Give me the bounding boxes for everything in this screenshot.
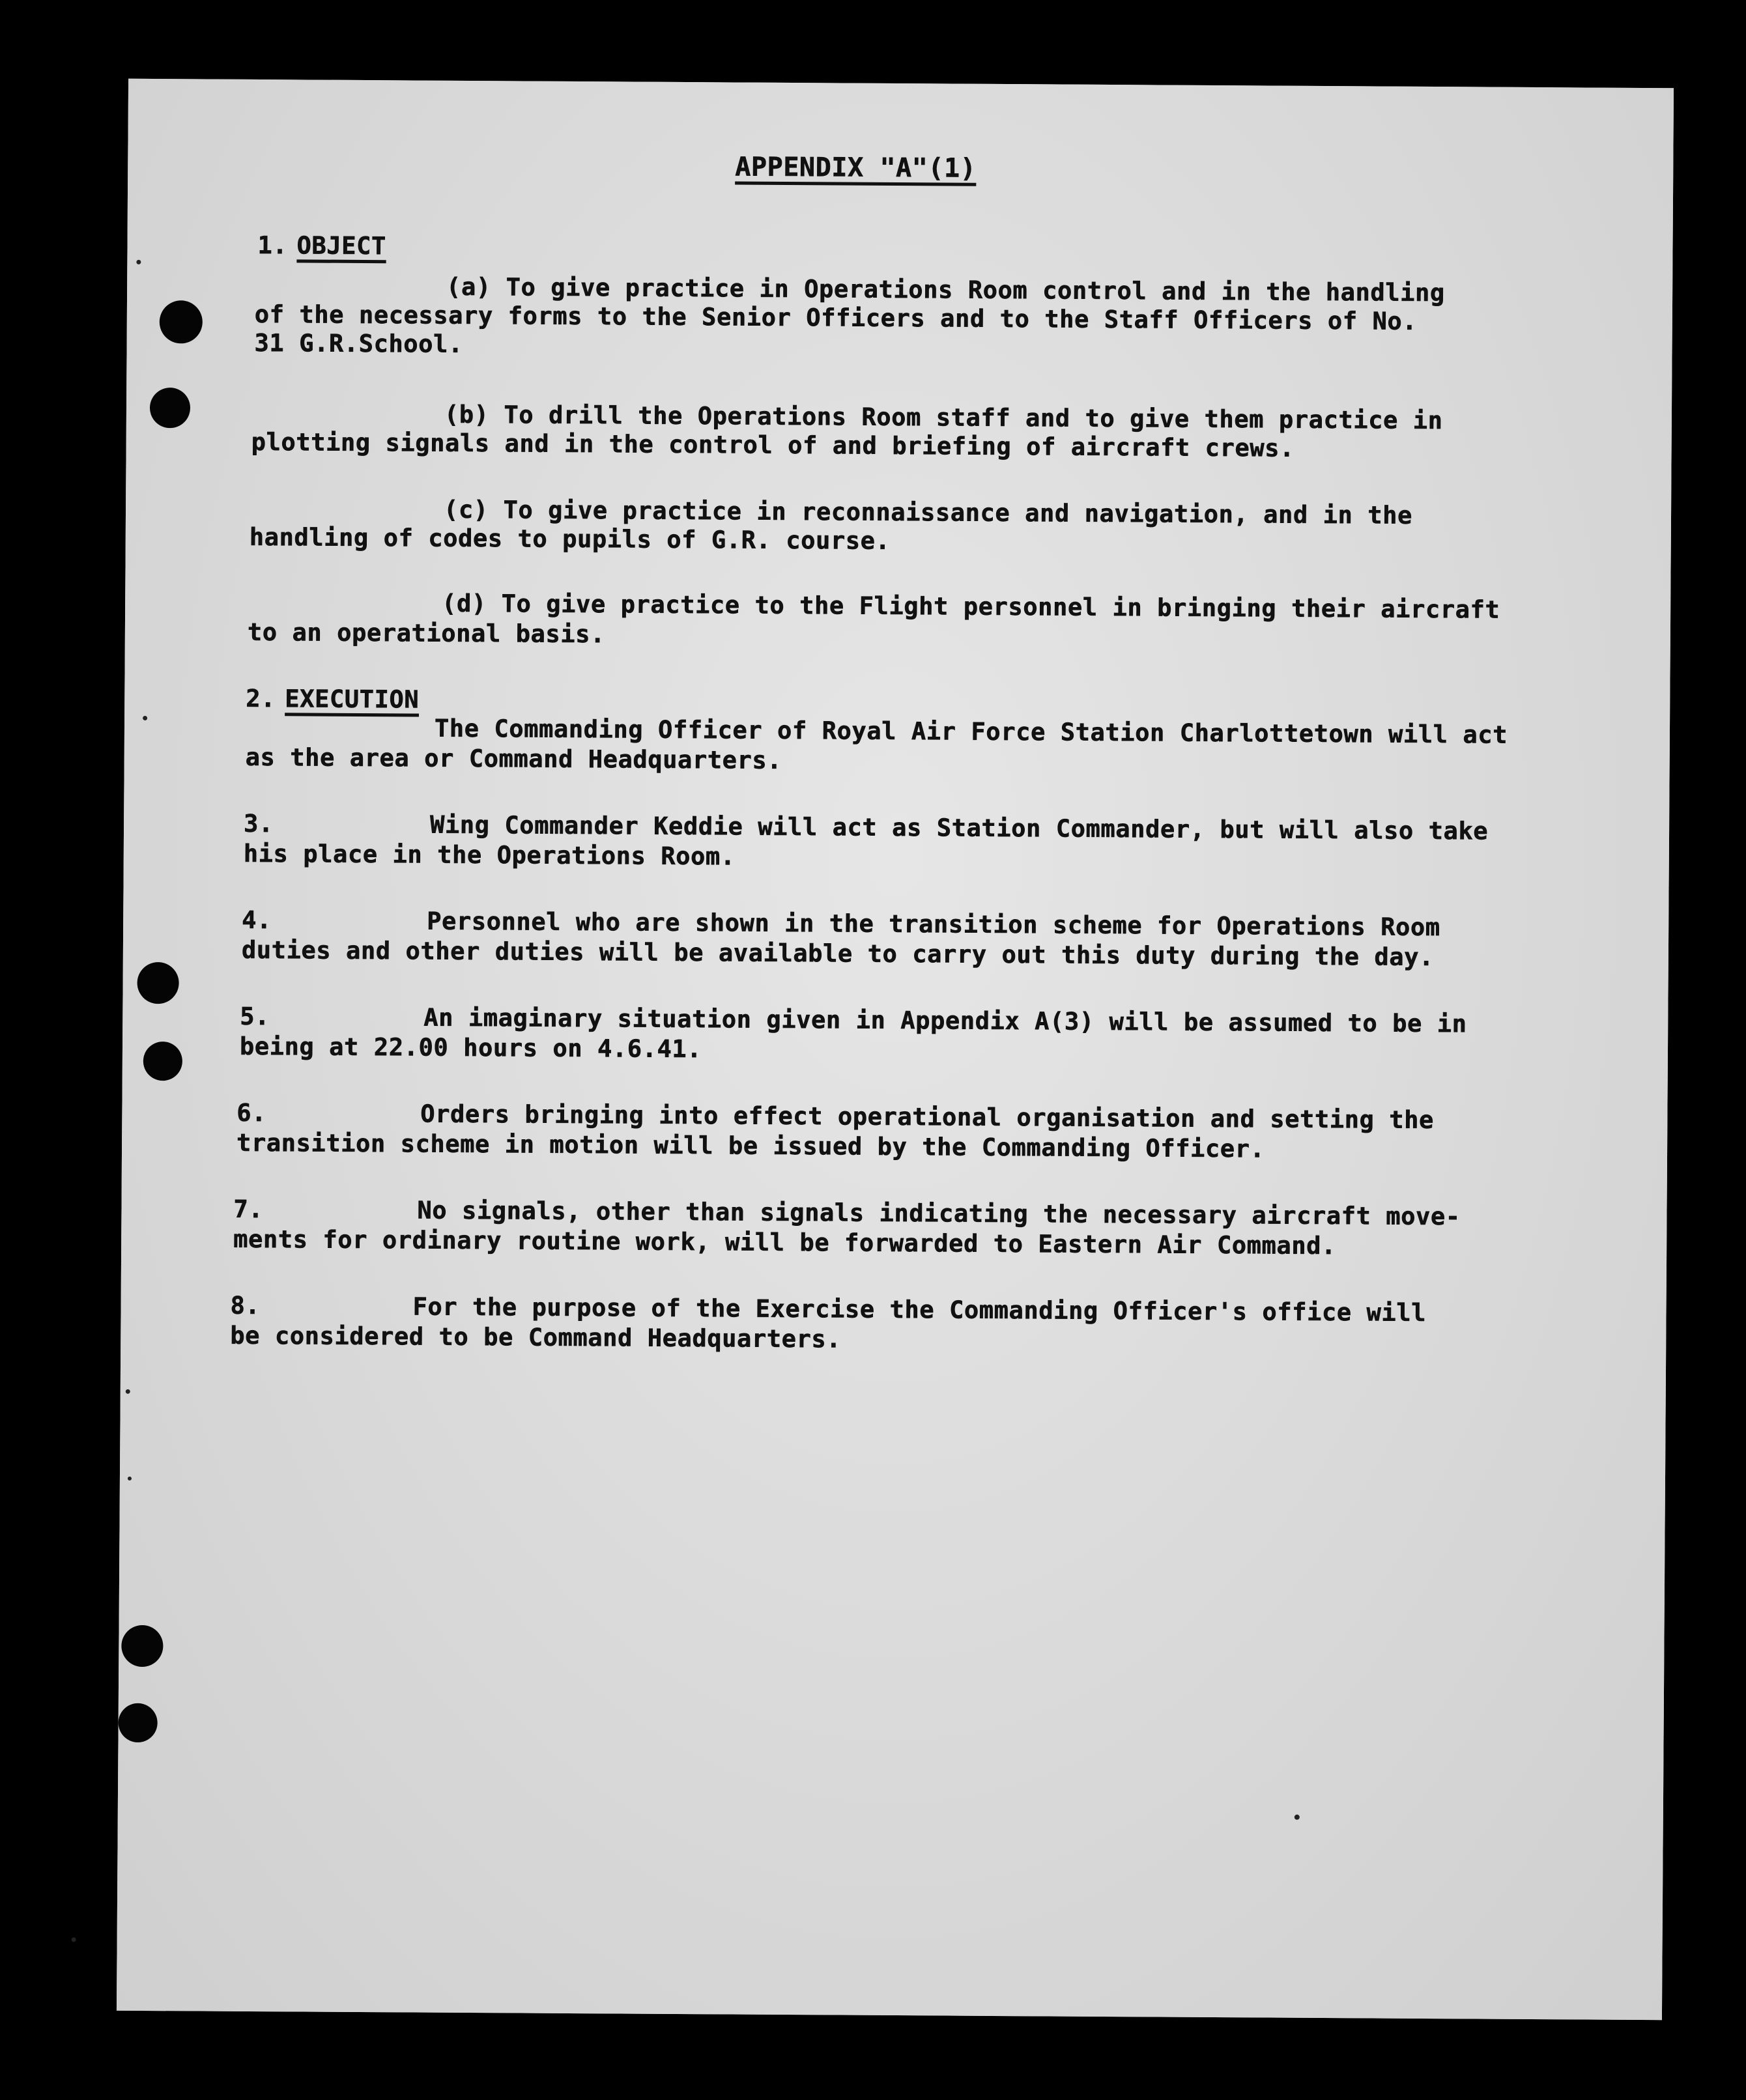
punch-hole <box>137 962 179 1004</box>
paragraph-line: (a) To give practice in Operations Room control and in the handling <box>446 272 1445 307</box>
film-speck <box>136 260 141 264</box>
document-title: APPENDIX "A"(1) <box>735 152 977 184</box>
paragraph-line: (d) To give practice to the Flight personnel in bringing their aircraft <box>442 589 1500 624</box>
paragraph-line: be considered to be Command Headquarters. <box>230 1321 842 1354</box>
paragraph-line: 31 G.R.School. <box>254 328 463 358</box>
paragraph-line: (c) To give practice in reconnaissance and navigation, and in the <box>443 495 1413 530</box>
paragraph-line: Wing Commander Keddie will act as Station Commander, but will also take <box>429 810 1489 845</box>
paragraph-number: 8. <box>230 1291 261 1320</box>
punch-hole <box>121 1625 163 1667</box>
paragraph-line: transition scheme in motion will be issued by the Commanding Officer. <box>236 1128 1265 1163</box>
paragraph-line: No signals, other than signals indicating the necessary aircraft move- <box>417 1196 1461 1231</box>
paragraph-line: of the necessary forms to the Senior Officers and to the Staff Officers of No. <box>254 300 1418 335</box>
paragraph-line: Personnel who are shown in the transition scheme for Operations Room <box>427 907 1440 942</box>
punch-hole <box>160 300 203 343</box>
section-heading-execution: EXECUTION <box>285 685 420 714</box>
film-speck <box>72 1937 76 1942</box>
section-heading-object: OBJECT <box>296 231 386 261</box>
paragraph-line: being at 22.00 hours on 4.6.41. <box>239 1032 702 1064</box>
paragraph-number: 4. <box>242 905 272 935</box>
document-sheet <box>117 79 1674 2020</box>
paragraph-line: duties and other duties will be available to carry out this duty during the day. <box>241 935 1435 972</box>
film-speck <box>143 716 147 720</box>
paragraph-line: plotting signals and in the control of and briefing of aircraft crews. <box>251 427 1295 462</box>
section-number: 1. <box>257 231 288 260</box>
paragraph-number: 3. <box>243 809 274 838</box>
paragraph-line: For the purpose of the Exercise the Commanding Officer's office will <box>412 1292 1427 1327</box>
paragraph-line: ments for ordinary routine work, will be forwarded to Eastern Air Command. <box>233 1225 1337 1260</box>
paragraph-line: (b) To drill the Operations Room staff and to give them practice in <box>444 400 1443 435</box>
punch-hole <box>118 1703 157 1742</box>
paragraph-line: The Commanding Officer of Royal Air Force Station Charlottetown will act <box>434 714 1508 749</box>
film-speck <box>1295 1815 1300 1820</box>
paragraph-line: An imaginary situation given in Appendix A(3) will be assumed to be in <box>423 1003 1467 1038</box>
film-speck <box>126 1389 130 1394</box>
paragraph-line: as the area or Command Headquarters. <box>245 743 782 774</box>
section-number: 2. <box>246 684 276 713</box>
film-speck <box>128 1477 132 1481</box>
paragraph-number: 5. <box>240 1002 270 1031</box>
paragraph-number: 6. <box>236 1098 267 1128</box>
paragraph-line: to an operational basis. <box>247 617 606 649</box>
punch-hole <box>150 388 190 428</box>
paragraph-line: his place in the Operations Room. <box>243 839 736 871</box>
punch-hole <box>143 1042 182 1081</box>
paragraph-line: handling of codes to pupils of G.R. course. <box>249 522 891 555</box>
paragraph-number: 7. <box>233 1195 264 1224</box>
paragraph-line: Orders bringing into effect operational organisation and setting the <box>420 1100 1435 1135</box>
